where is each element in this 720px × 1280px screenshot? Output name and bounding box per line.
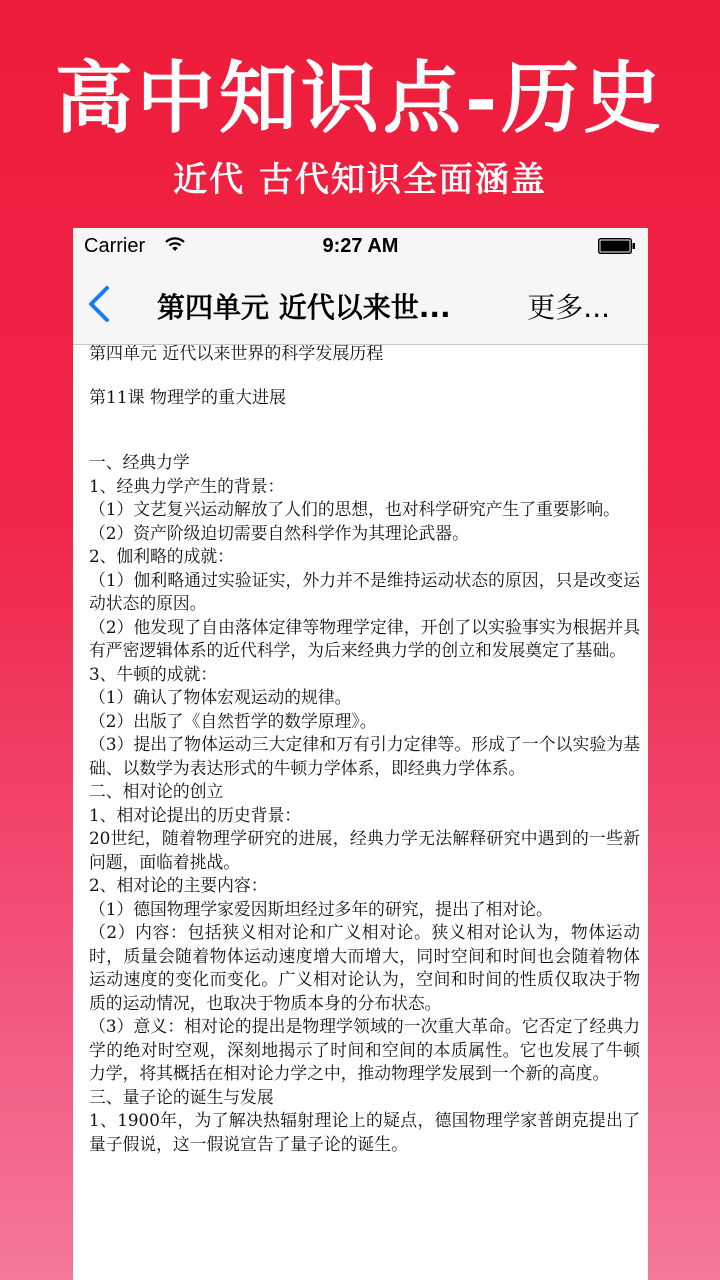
- document-view[interactable]: [73, 345, 648, 1280]
- text-line: 2、相对论的主要内容：: [89, 875, 268, 895]
- chevron-left-icon[interactable]: [85, 284, 115, 324]
- status-time: 9:27 AM: [322, 235, 399, 257]
- text-line: （2）他发现了自由落体定律等物理学定律，开创了以实验事实为根据并具有严密逻辑体系的近代科学，为后来经典力学的创立和发展奠定了基础。: [89, 616, 640, 660]
- text-line: 2、伽利略的成就：: [89, 546, 234, 566]
- text-line: 3、牛顿的成就：: [89, 663, 218, 684]
- text-line: （2）出版了《自然哲学的数学原理》。: [89, 710, 377, 731]
- chapter-title: 第四单元 近代以来世界的科学发展历程: [89, 345, 384, 364]
- phone-screen: [73, 228, 648, 1280]
- text-line: （3）意义：相对论的提出是物理学领域的一次重大革命。它否定了经典力学的绝对时空观，深刻地揭示了时间和空间的本质属性。它也发展了牛顿力学，将其概括在相对论力学之中，推动物理学发展到一个新的高度。: [89, 1016, 640, 1083]
- document-body: [89, 451, 640, 1156]
- promo-title: 高中知识点-历史: [54, 53, 666, 144]
- text-line: 20世纪，随着物理学研究的进展，经典力学无法解释研究中遇到的一些新问题，面临着挑战。: [89, 828, 640, 872]
- text-line: （2）内容：包括狭义相对论和广义相对论。狭义相对论认为，物体运动时，质量会随着物体运动速度增大而增大，同时空间和时间也会随着物体运动速度的变化而变化。广义相对论认为，空间和时间的性质仅取决于物质的运动情况，也取决于物质本身的分布状态。: [89, 922, 640, 1013]
- text-line: 1、经典力学产生的背景：: [89, 475, 285, 496]
- text-line: （1）文艺复兴运动解放了人们的思想，也对科学研究产生了重要影响。: [89, 499, 620, 519]
- text-line: （1）德国物理学家爱因斯坦经过多年的研究，提出了相对论。: [89, 898, 553, 919]
- navigation-bar: [73, 264, 648, 345]
- status-bar: [73, 228, 648, 264]
- text-line: （1）伽利略通过实验证实，外力并不是维持运动状态的原因，只是改变运动状态的原因。: [89, 569, 640, 613]
- text-line: 二、相对论的创立: [89, 781, 224, 801]
- text-line: 一、经典力学: [89, 452, 190, 472]
- text-line: （3）提出了物体运动三大定律和万有引力定律等。形成了一个以实验为基础、以数学为表达形式的牛顿力学体系，即经典力学体系。: [89, 734, 640, 778]
- text-line: 1、1900年，为了解决热辐射理论上的疑点，德国物理学家普朗克提出了量子假说，这一假说宣告了量子论的诞生。: [89, 1110, 640, 1154]
- more-button[interactable]: 更多...: [527, 291, 610, 324]
- carrier-label: Carrier: [84, 235, 146, 257]
- text-line: 1、相对论提出的历史背景：: [89, 804, 302, 825]
- battery-icon: [598, 238, 636, 254]
- lesson-title: 第11课 物理学的重大进展: [89, 388, 287, 408]
- promo-subtitle: 近代 古代知识全面涵盖: [173, 160, 547, 200]
- text-line: （1）确认了物体宏观运动的规律。: [89, 687, 352, 707]
- nav-title: 第四单元 近代以来世...: [157, 291, 451, 324]
- text-line: 三、量子论的诞生与发展: [89, 1086, 274, 1107]
- text-line: （2）资产阶级迫切需要自然科学作为其理论武器。: [89, 522, 469, 543]
